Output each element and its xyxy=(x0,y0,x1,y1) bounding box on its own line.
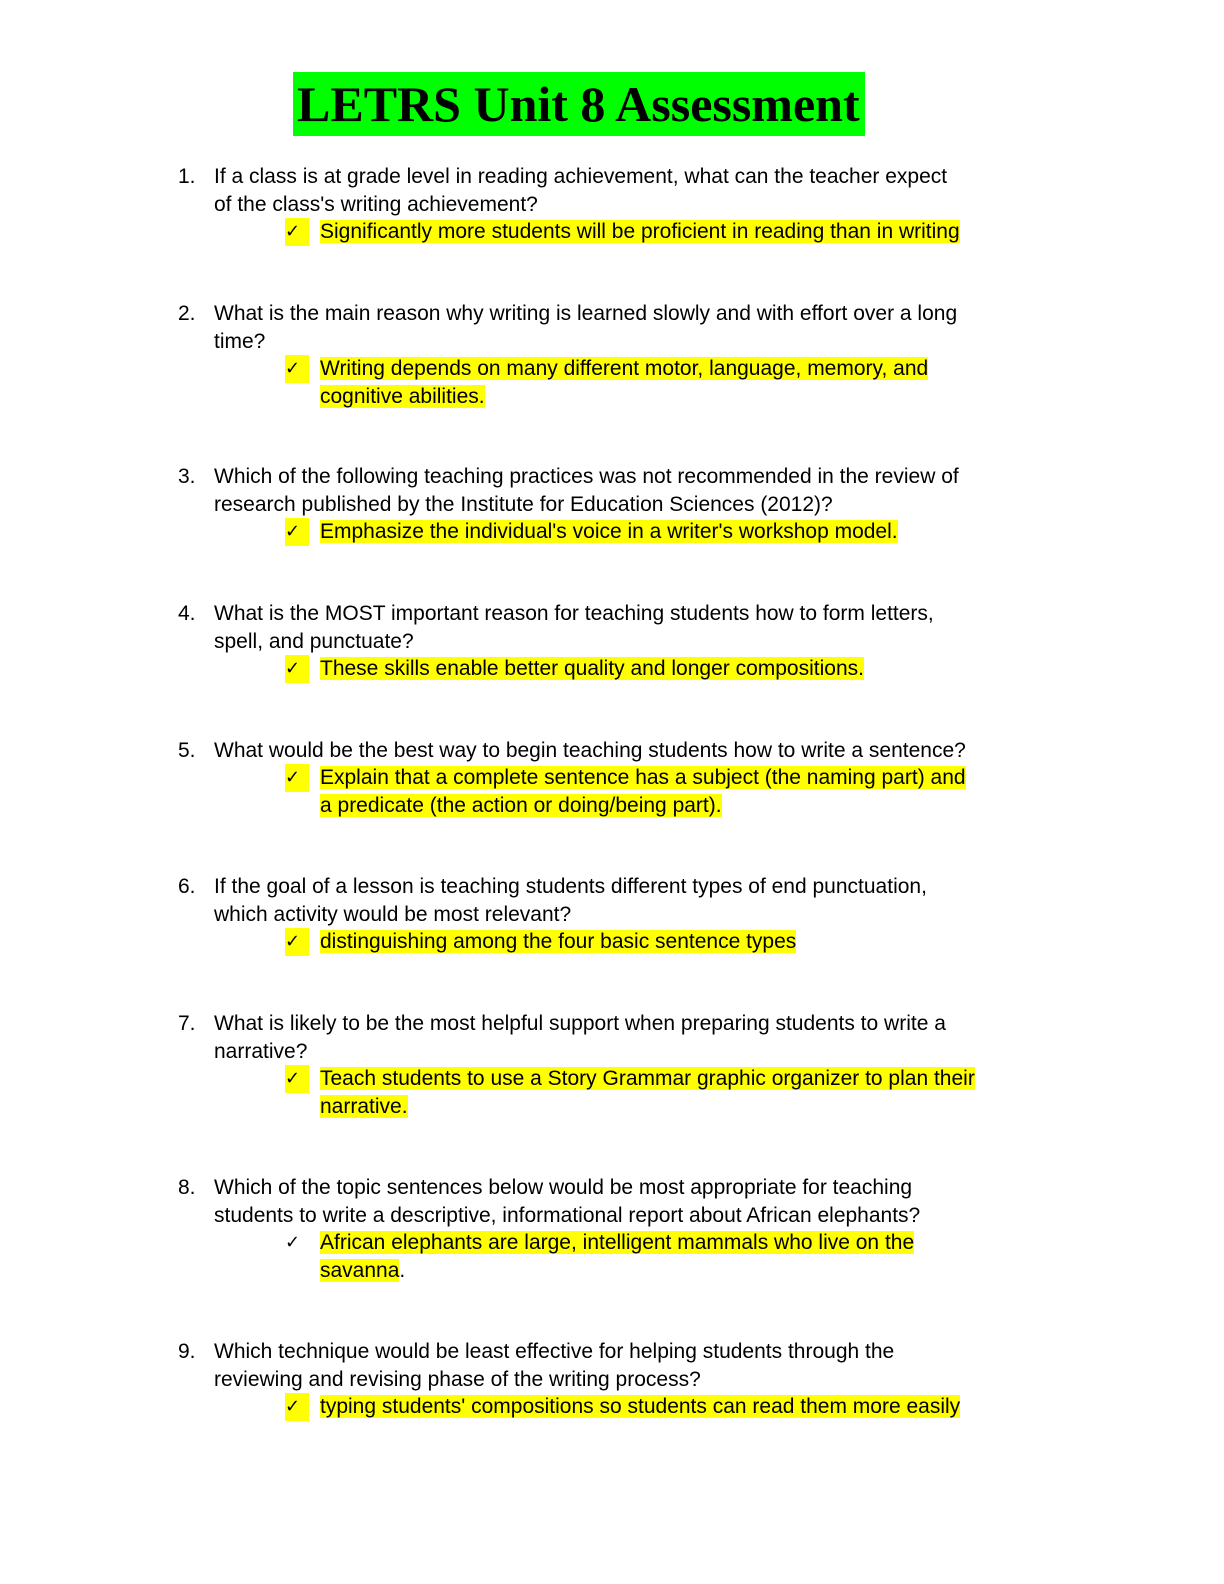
answer-line: distinguishing among the four basic sentence types xyxy=(320,930,797,953)
answer-line: Teach students to use a Story Grammar graphic organizer to plan their xyxy=(320,1067,975,1090)
answer-text xyxy=(320,764,1080,819)
question-line: of the class's writing achievement? xyxy=(214,192,538,216)
question-line: spell, and punctuate? xyxy=(214,629,414,653)
question-line: What is the MOST important reason for teaching students how to form letters, xyxy=(214,602,934,625)
answer-line: typing students' compositions so students can read them more easily xyxy=(320,1395,961,1418)
answer-line: These skills enable better quality and longer compositions. xyxy=(320,657,864,680)
answer-text xyxy=(320,1229,1080,1284)
question-line: research published by the Institute for Education Sciences (2012)? xyxy=(214,492,833,516)
question-text xyxy=(214,1010,1074,1065)
checkmark-icon: ✓ xyxy=(285,928,309,956)
checkmark-icon: ✓ xyxy=(285,655,309,683)
answer-line: a predicate (the action or doing/being part). xyxy=(320,793,722,817)
question-line: What is the main reason why writing is learned slowly and with effort over a long xyxy=(214,302,958,325)
question-number: 2. xyxy=(178,302,196,325)
checkmark-icon: ✓ xyxy=(285,1232,301,1253)
checkmark-icon: ✓ xyxy=(285,764,309,792)
question-line: Which of the following teaching practices was not recommended in the review of xyxy=(214,465,959,488)
question-number: 1. xyxy=(178,165,196,188)
checkmark-icon: ✓ xyxy=(285,218,309,246)
question-line: students to write a descriptive, informational report about African elephants? xyxy=(214,1203,921,1227)
answer-text xyxy=(320,218,1080,246)
checkmark-icon: ✓ xyxy=(285,518,309,546)
answer-line: Explain that a complete sentence has a subject (the naming part) and xyxy=(320,766,966,789)
question-text xyxy=(214,737,1074,765)
question-number: 9. xyxy=(178,1340,196,1363)
answer-text xyxy=(320,518,1080,546)
question-text xyxy=(214,1174,1074,1229)
checkmark-icon: ✓ xyxy=(285,1065,309,1093)
answer-line: cognitive abilities. xyxy=(320,384,485,408)
checkmark-icon: ✓ xyxy=(285,1393,309,1421)
question-number: 5. xyxy=(178,739,196,762)
question-text xyxy=(214,600,1074,655)
question-line: What is likely to be the most helpful support when preparing students to write a xyxy=(214,1012,946,1035)
page-title-wrap xyxy=(293,72,865,136)
question-line: Which of the topic sentences below would be most appropriate for teaching xyxy=(214,1176,913,1199)
question-number: 8. xyxy=(178,1176,196,1199)
question-line: If the goal of a lesson is teaching students different types of end punctuation, xyxy=(214,875,927,898)
answer-trailing-punctuation: . xyxy=(399,1258,406,1282)
question-number: 6. xyxy=(178,875,196,898)
question-line: reviewing and revising phase of the writing process? xyxy=(214,1367,701,1391)
question-line: Which technique would be least effective for helping students through the xyxy=(214,1340,895,1363)
answer-text xyxy=(320,928,1080,956)
question-text xyxy=(214,300,1074,355)
question-number: 4. xyxy=(178,602,196,625)
answer-line: savanna xyxy=(320,1258,400,1282)
answer-line: Emphasize the individual's voice in a writer's workshop model. xyxy=(320,520,898,543)
answer-line: African elephants are large, intelligent mammals who live on the xyxy=(320,1231,915,1254)
answer-text xyxy=(320,355,1080,410)
question-line: time? xyxy=(214,329,266,353)
question-text xyxy=(214,163,1074,218)
question-text xyxy=(214,463,1074,518)
checkmark-icon: ✓ xyxy=(285,355,309,383)
page-title: LETRS Unit 8 Assessment xyxy=(293,72,865,136)
answer-text xyxy=(320,1065,1080,1120)
question-text xyxy=(214,873,1074,928)
question-line: If a class is at grade level in reading achievement, what can the teacher expect xyxy=(214,165,948,188)
question-line: which activity would be most relevant? xyxy=(214,902,572,926)
question-number: 3. xyxy=(178,465,196,488)
answer-line: Significantly more students will be proficient in reading than in writing xyxy=(320,220,960,243)
question-line: What would be the best way to begin teaching students how to write a sentence? xyxy=(214,739,966,762)
question-line: narrative? xyxy=(214,1039,308,1063)
question-number: 7. xyxy=(178,1012,196,1035)
answer-text xyxy=(320,655,1080,683)
answer-text xyxy=(320,1393,1080,1421)
question-text xyxy=(214,1338,1074,1393)
answer-line: Writing depends on many different motor, language, memory, and xyxy=(320,357,929,380)
answer-line: narrative. xyxy=(320,1094,408,1118)
